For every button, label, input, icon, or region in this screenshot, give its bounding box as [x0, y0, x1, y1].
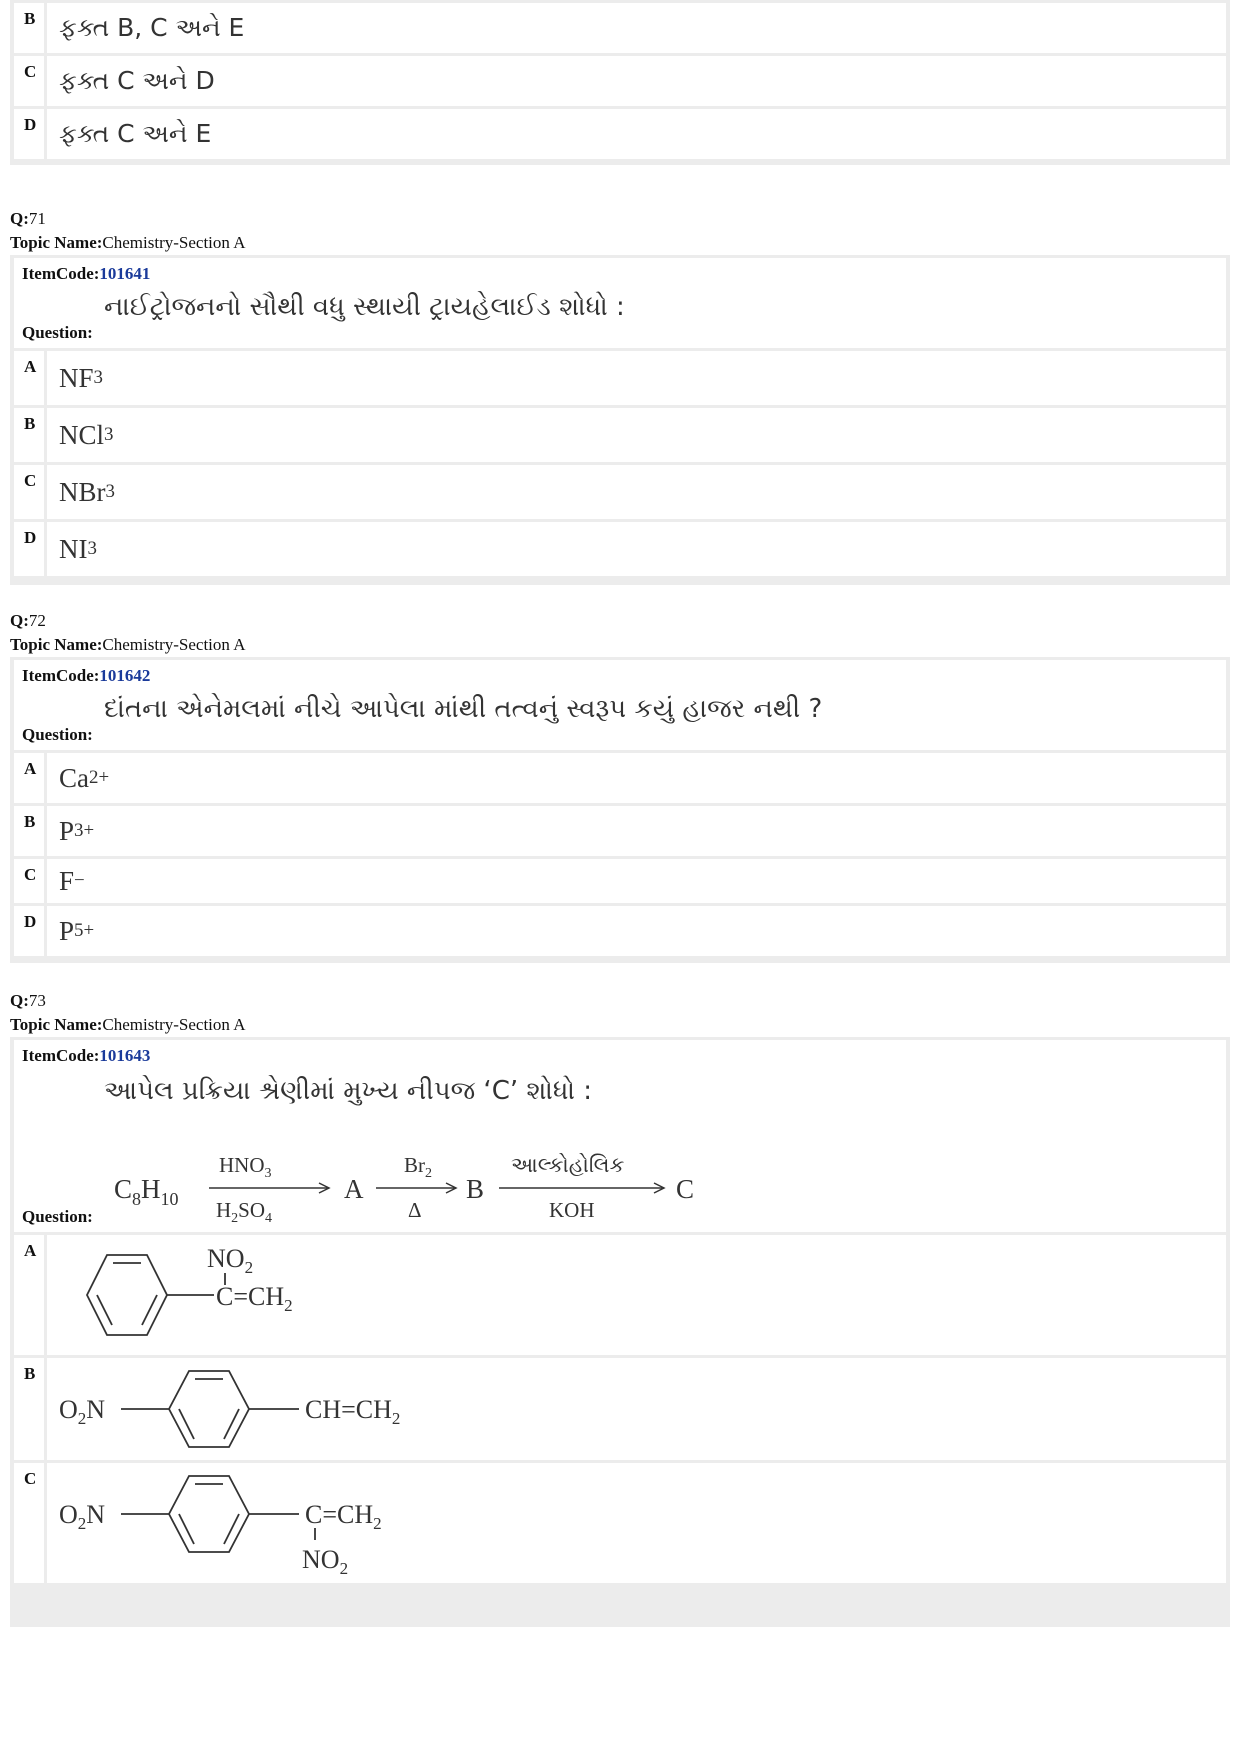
- item-code: 101643: [99, 1046, 151, 1065]
- group-right: $CH=CH_2$: [305, 1395, 401, 1428]
- option-label: D: [14, 906, 44, 956]
- option-row[interactable]: [14, 859, 1226, 903]
- prev-question-options: [10, 0, 1230, 165]
- option-formula: [47, 522, 1226, 576]
- arrow2-bottom: Δ: [408, 1198, 422, 1222]
- scheme-p2: B: [466, 1174, 485, 1204]
- q-number: 72: [28, 611, 46, 630]
- topic-label: Topic Name:: [10, 233, 103, 252]
- option-row[interactable]: [14, 109, 1226, 159]
- question-label: Question:: [22, 1207, 93, 1226]
- group-left: $O_2N$: [59, 1395, 106, 1428]
- formula-sub: 3: [93, 367, 103, 388]
- option-formula: [47, 753, 1226, 803]
- arrow2-top: $Br_2$: [404, 1153, 432, 1181]
- q-number: 71: [28, 209, 46, 228]
- option-text: ફક્ત C અને D: [47, 56, 1226, 106]
- option-label: B: [14, 806, 44, 856]
- option-formula: [47, 408, 1226, 462]
- formula-base: NI: [59, 533, 88, 564]
- group-right: $C=CH_2$: [305, 1500, 382, 1533]
- option-row[interactable]: [14, 408, 1226, 462]
- arrow1-bottom: $H_2SO_4$: [216, 1198, 273, 1226]
- scheme-start: $C_8H_{10}$: [114, 1174, 179, 1209]
- topic-name: Chemistry-Section A: [102, 635, 246, 654]
- option-row[interactable]: [14, 522, 1226, 576]
- option-structure: [47, 1235, 1226, 1355]
- option-label: A: [14, 753, 44, 803]
- option-label: D: [14, 109, 44, 159]
- q72-header: [10, 609, 245, 657]
- q72-card: [10, 657, 1230, 963]
- option-row[interactable]: [14, 3, 1226, 53]
- formula-sup: −: [74, 870, 85, 891]
- formula-base: F: [59, 865, 75, 896]
- group-right-bottom: $NO_2$: [302, 1545, 349, 1578]
- formula-base: NF: [59, 362, 94, 393]
- option-formula: [47, 465, 1226, 519]
- formula-sup: 3+: [74, 820, 95, 841]
- q-prefix: Q:: [10, 991, 29, 1010]
- option-row[interactable]: [14, 1463, 1226, 1583]
- group-top: $NO_2$: [207, 1244, 254, 1277]
- q73-item: [14, 1040, 1226, 1232]
- formula-sub: 3: [105, 481, 115, 502]
- question-label: Question:: [22, 725, 93, 744]
- group-main: $C=CH_2$: [216, 1282, 293, 1315]
- formula-sup: 5+: [74, 920, 95, 941]
- structure-a: [59, 1237, 359, 1353]
- arrow1-top: $HNO_3$: [219, 1153, 272, 1181]
- option-label: C: [14, 1463, 44, 1583]
- item-code-label: ItemCode:: [22, 666, 100, 685]
- q71-header: [10, 207, 245, 255]
- option-label: B: [14, 408, 44, 462]
- q-prefix: Q:: [10, 611, 29, 630]
- topic-label: Topic Name:: [10, 635, 103, 654]
- item-code-label: ItemCode:: [22, 1046, 100, 1065]
- q71-card: [10, 255, 1230, 585]
- formula-base: NCl: [59, 419, 105, 450]
- option-row[interactable]: [14, 906, 1226, 956]
- item-code: 101642: [99, 666, 151, 685]
- scheme-p1: A: [344, 1174, 364, 1204]
- option-label: C: [14, 465, 44, 519]
- formula-sub: 3: [87, 538, 97, 559]
- q73-header: [10, 989, 245, 1037]
- option-row[interactable]: [14, 56, 1226, 106]
- option-row[interactable]: [14, 1358, 1226, 1460]
- topic-name: Chemistry-Section A: [102, 233, 246, 252]
- question-text: દાંતના એનેમલમાં નીચે આપેલા માંથી તત્વનું સ્વરૂપ કયું હાજર નથી ?: [104, 694, 823, 724]
- structure-b: [59, 1359, 479, 1459]
- option-row[interactable]: [14, 1235, 1226, 1355]
- formula-sup: 2+: [89, 767, 110, 788]
- q72-item: [14, 660, 1226, 750]
- question-label: Question:: [22, 323, 93, 342]
- arrow3-top: આલ્કોહોલિક: [511, 1153, 625, 1177]
- option-label: C: [14, 56, 44, 106]
- group-left: $O_2N$: [59, 1500, 106, 1533]
- q71-item: [14, 258, 1226, 348]
- option-label: B: [14, 1358, 44, 1460]
- option-formula: [47, 806, 1226, 856]
- scheme-p3: C: [676, 1174, 695, 1204]
- formula-base: P: [59, 915, 75, 946]
- option-row[interactable]: [14, 753, 1226, 803]
- topic-name: Chemistry-Section A: [102, 1015, 246, 1034]
- structure-c: [59, 1464, 479, 1582]
- item-code: 101641: [99, 264, 151, 283]
- q73-card: [10, 1037, 1230, 1627]
- item-code-label: ItemCode:: [22, 264, 100, 283]
- option-structure: [47, 1463, 1226, 1583]
- arrow3-bottom: KOH: [549, 1198, 595, 1222]
- q-prefix: Q:: [10, 209, 29, 228]
- reaction-scheme: [104, 1150, 744, 1230]
- option-label: B: [14, 3, 44, 53]
- option-structure: [47, 1358, 1226, 1460]
- option-formula: [47, 906, 1226, 956]
- option-formula: [47, 351, 1226, 405]
- topic-label: Topic Name:: [10, 1015, 103, 1034]
- option-label: C: [14, 859, 44, 903]
- option-row[interactable]: [14, 806, 1226, 856]
- option-row[interactable]: [14, 351, 1226, 405]
- formula-base: Ca: [59, 762, 89, 793]
- question-text: નાઈટ્રોજનનો સૌથી વધુ સ્થાયી ટ્રાયહેલાઈડ શોધો :: [104, 292, 625, 322]
- option-row[interactable]: [14, 465, 1226, 519]
- question-text: આપેલ પ્રક્રિયા શ્રેણીમાં મુખ્ય નીપજ ‘C’ શોધો :: [104, 1076, 593, 1106]
- formula-base: NBr: [59, 476, 106, 507]
- option-text: ફક્ત C અને E: [47, 109, 1226, 159]
- formula-sub: 3: [104, 424, 114, 445]
- q-number: 73: [28, 991, 46, 1010]
- option-label: A: [14, 351, 44, 405]
- option-label: A: [14, 1235, 44, 1355]
- formula-base: P: [59, 815, 75, 846]
- option-formula: [47, 859, 1226, 903]
- option-text: ફક્ત B, C અને E: [47, 3, 1226, 53]
- option-label: D: [14, 522, 44, 576]
